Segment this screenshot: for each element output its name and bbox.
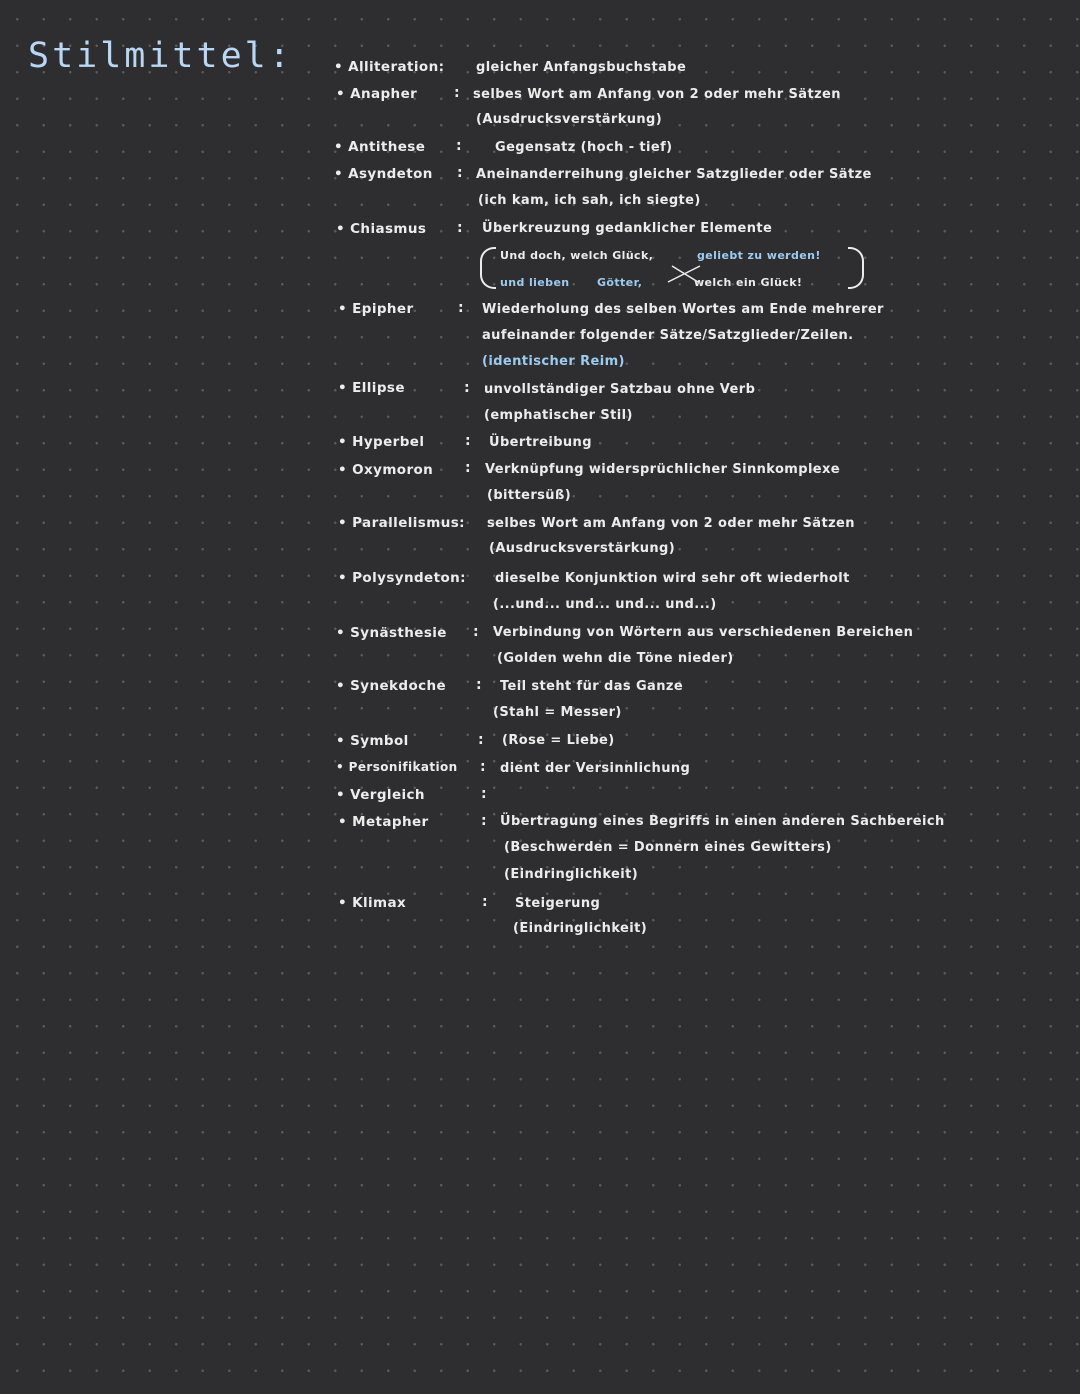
cross-icon [664, 262, 704, 286]
term-hyperbel: • Hyperbel [338, 434, 425, 450]
def-metapher: (Eindringlichkeit) [504, 867, 639, 882]
colon: : [456, 138, 462, 154]
colon: : [480, 759, 486, 775]
def-epipher: Wiederholung des selben Wortes am Ende mehrerer [482, 302, 884, 317]
term-vergleich: • Vergleich [336, 787, 425, 803]
colon: : [464, 380, 470, 396]
def-epipher: aufeinander folgender Sätze/Satzglieder/Zeilen. [482, 328, 854, 343]
bracket-right [848, 247, 864, 289]
term-ellipse: • Ellipse [338, 380, 405, 396]
def-klimax: (Eindringlichkeit) [513, 921, 648, 936]
colon: : [465, 460, 471, 476]
def-asyndeton: (ich kam, ich sah, ich siegte) [478, 193, 701, 208]
chiasmus-example: und lieben [500, 276, 570, 289]
colon: : [481, 813, 487, 829]
term-klimax: • Klimax [338, 895, 407, 911]
def-polysyndeton: (...und... und... und... und...) [493, 597, 717, 612]
term-antithese: • Antithese [334, 139, 426, 155]
term-epipher: • Epipher [338, 301, 414, 317]
def-epipher: (identischer Reim) [482, 354, 625, 369]
colon: : [481, 786, 487, 802]
def-anapher: selbes Wort am Anfang von 2 oder mehr Sätzen [473, 87, 841, 102]
def-parallelismus: (Ausdrucksverstärkung) [489, 541, 676, 556]
term-synekdoche: • Synekdoche [336, 678, 447, 694]
bracket-left [480, 247, 496, 289]
def-metapher: Übertragung eines Begriffs in einen anderen Sachbereich [500, 814, 945, 829]
chiasmus-example: geliebt zu werden! [697, 249, 821, 262]
def-antithese: Gegensatz (hoch - tief) [495, 140, 673, 155]
term-alliteration: • Alliteration: [334, 59, 445, 75]
term-asyndeton: • Asyndeton [334, 166, 433, 182]
def-symbol: (Rose = Liebe) [502, 733, 615, 748]
def-chiasmus: Überkreuzung gedanklicher Elemente [482, 221, 773, 236]
def-klimax: Steigerung [515, 896, 601, 911]
term-parallelismus: • Parallelismus: [338, 515, 465, 531]
def-oxymoron: (bittersüß) [487, 488, 572, 503]
colon: : [454, 85, 460, 101]
def-anapher: (Ausdrucksverstärkung) [476, 112, 663, 127]
colon: : [458, 300, 464, 316]
term-polysyndeton: • Polysyndeton: [338, 570, 466, 586]
term-personifikation: • Personifikation [336, 760, 458, 774]
colon: : [478, 732, 484, 748]
chiasmus-example: welch ein Glück! [694, 276, 803, 289]
def-ellipse: unvollständiger Satzbau ohne Verb [484, 382, 756, 397]
colon: : [473, 624, 479, 640]
colon: : [465, 433, 471, 449]
chiasmus-example: Und doch, welch Glück, [500, 249, 654, 262]
def-polysyndeton: dieselbe Konjunktion wird sehr oft wiederholt [495, 571, 850, 586]
term-metapher: • Metapher [338, 814, 429, 830]
colon: : [457, 220, 463, 236]
def-asyndeton: Aneinanderreihung gleicher Satzglieder oder Sätze [476, 167, 872, 182]
def-oxymoron: Verknüpfung widersprüchlicher Sinnkomplexe [485, 462, 841, 477]
colon: : [476, 677, 482, 693]
term-chiasmus: • Chiasmus [336, 221, 427, 237]
def-parallelismus: selbes Wort am Anfang von 2 oder mehr Sätzen [487, 516, 855, 531]
chiasmus-example: Götter, [597, 276, 643, 289]
def-ellipse: (emphatischer Stil) [484, 408, 633, 423]
def-synaesthesie: Verbindung von Wörtern aus verschiedenen Bereichen [493, 625, 914, 640]
term-oxymoron: • Oxymoron [338, 462, 434, 478]
def-personifikation: dient der Versinnlichung [500, 761, 691, 776]
def-synaesthesie: (Golden wehn die Töne nieder) [497, 651, 734, 666]
term-synaesthesie: • Synästhesie [336, 625, 447, 641]
def-synekdoche: (Stahl = Messer) [493, 705, 622, 720]
colon: : [457, 165, 463, 181]
def-alliteration: gleicher Anfangsbuchstabe [476, 60, 687, 75]
colon: : [482, 894, 488, 910]
term-symbol: • Symbol [336, 733, 409, 749]
term-anapher: • Anapher [336, 86, 418, 102]
def-hyperbel: Übertreibung [489, 435, 592, 450]
page-title: Stilmittel: [28, 36, 293, 76]
def-metapher: (Beschwerden = Donnern eines Gewitters) [504, 840, 832, 855]
def-synekdoche: Teil steht für das Ganze [500, 679, 684, 694]
